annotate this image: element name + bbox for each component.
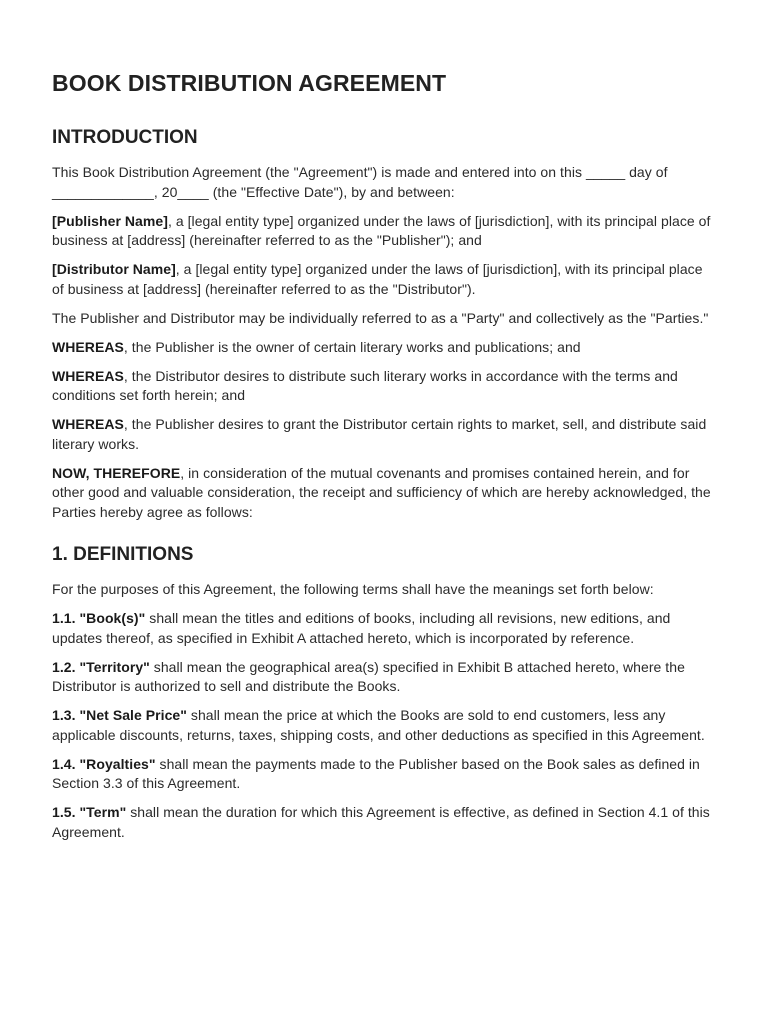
definition-item <box>52 609 718 648</box>
publisher-paragraph <box>52 212 718 251</box>
now-therefore-label: NOW, THEREFORE <box>52 464 181 481</box>
whereas-text: , the Publisher desires to grant the Distributor certain rights to market, sell, and distribute said literary works. <box>52 416 707 452</box>
whereas-text: , the Distributor desires to distribute such literary works in accordance with the terms and conditions set forth herein; and <box>52 367 678 403</box>
introduction-heading: INTRODUCTION <box>52 127 198 148</box>
publisher-name-placeholder: [Publisher Name] <box>52 212 168 229</box>
definition-item <box>52 803 718 842</box>
opening-paragraph: This Book Distribution Agreement (the "Agreement") is made and entered into on this _____ day of _____________, 20____ (the "Effective Date"), by and between: <box>52 164 668 200</box>
definition-text: shall mean the payments made to the Publisher based on the Book sales as defined in Section 3.3 of this Agreement. <box>52 755 700 791</box>
whereas-label: WHEREAS <box>52 367 124 384</box>
definition-term: 1.2. "Territory" <box>52 658 150 675</box>
whereas-paragraph <box>52 338 718 358</box>
whereas-text: , the Publisher is the owner of certain literary works and publications; and <box>123 338 581 355</box>
definition-item <box>52 755 718 794</box>
publisher-text: , a [legal entity type] organized under the laws of [jurisdiction], with its principal place of business at [address] (hereinafter referred to as the "Publisher"); and <box>52 212 711 248</box>
definitions-heading: 1. DEFINITIONS <box>52 544 194 565</box>
definition-item <box>52 706 718 745</box>
definition-text: shall mean the duration for which this Agreement is effective, as defined in Section 4.1 of this Agreement. <box>52 804 710 840</box>
distributor-paragraph <box>52 260 718 299</box>
whereas-label: WHEREAS <box>52 338 124 355</box>
definition-term: 1.5. "Term" <box>52 804 127 820</box>
definitions-intro: For the purposes of this Agreement, the following terms shall have the meanings set forth below: <box>52 581 654 597</box>
definition-term: 1.4. "Royalties" <box>52 755 156 772</box>
definition-term: 1.3. "Net Sale Price" <box>52 707 187 723</box>
definition-text: shall mean the geographical area(s) specified in Exhibit B attached hereto, where the Distributor is authorized to sell and distribute the Books. <box>52 658 685 694</box>
now-therefore-paragraph <box>52 464 718 523</box>
distributor-text: , a [legal entity type] organized under the laws of [jurisdiction], with its principal place of business at [address] (hereinafter referred to as the "Distributor"). <box>52 261 703 297</box>
whereas-paragraph <box>52 367 718 406</box>
whereas-paragraph <box>52 415 718 454</box>
definition-text: shall mean the price at which the Books are sold to end customers, less any applicable discounts, returns, taxes, shipping costs, and other deductions as specified in this Agreement. <box>52 707 705 743</box>
definition-text: shall mean the titles and editions of books, including all revisions, new editions, and updates thereof, as specified in Exhibit A attached hereto, which is incorporated by reference. <box>52 610 671 646</box>
whereas-label: WHEREAS <box>52 416 124 432</box>
now-therefore-text: , in consideration of the mutual covenants and promises contained herein, and for other good and valuable consideration, the receipt and sufficiency of which are hereby acknowledged, the Parties hereby agree as follows: <box>52 464 711 520</box>
document-title: BOOK DISTRIBUTION AGREEMENT <box>52 70 447 96</box>
definition-item <box>52 658 718 697</box>
parties-paragraph: The Publisher and Distributor may be individually referred to as a "Party" and collectively as the "Parties." <box>52 309 709 326</box>
definition-term: 1.1. "Book(s)" <box>52 610 146 626</box>
distributor-name-placeholder: [Distributor Name] <box>52 261 176 277</box>
